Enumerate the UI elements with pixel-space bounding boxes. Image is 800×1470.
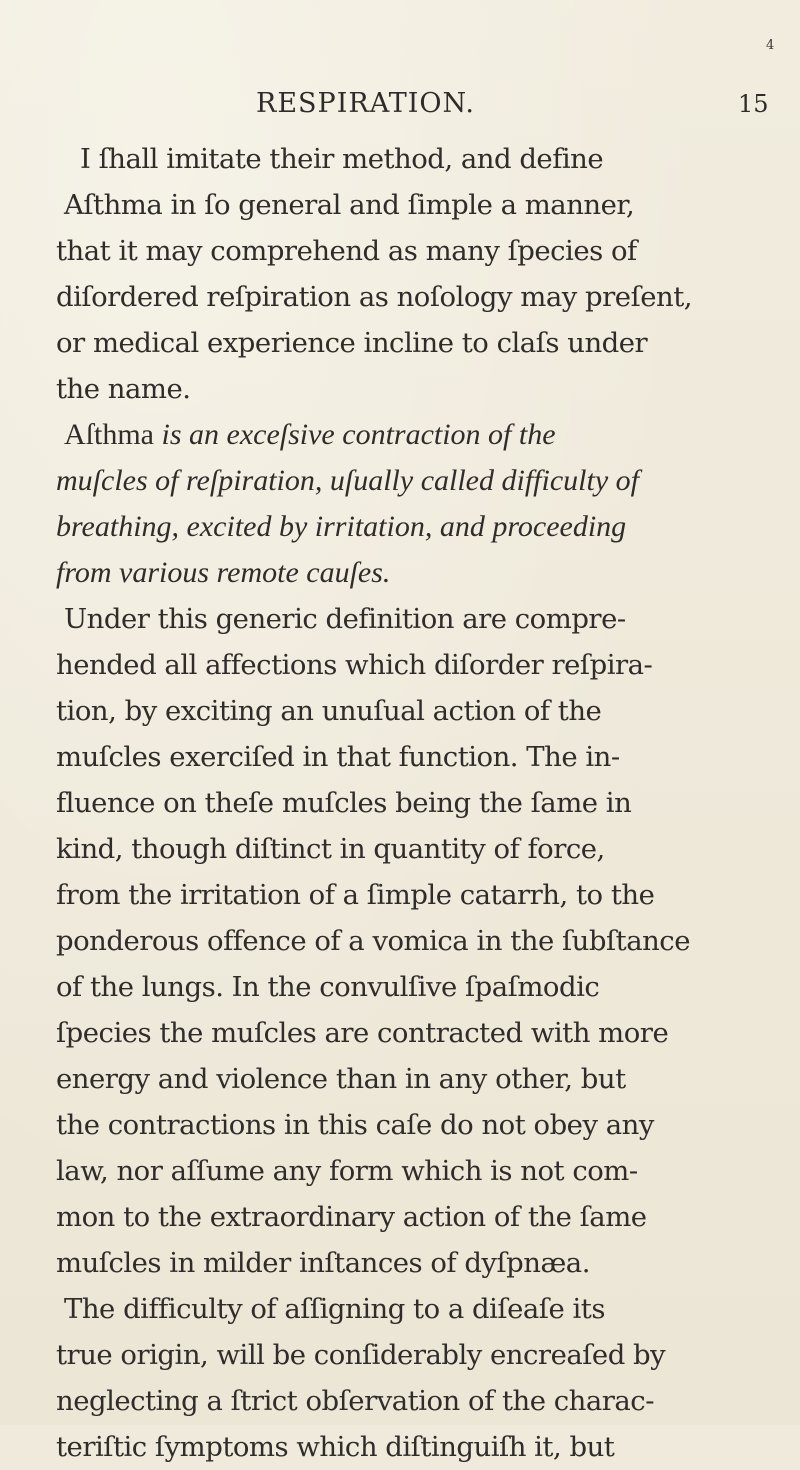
running-title: RESPIRATION. [256,88,476,119]
text-line: hended all affections which diſorder reſpira- [56,649,653,681]
page-header [0,84,800,124]
text-line: the name. [56,373,191,405]
corner-mark: 4 [766,38,775,53]
text-line: the contractions in this caſe do not obey any [56,1109,654,1141]
definition-line [56,412,756,458]
text-line: The difficulty of aſſigning to a diſeaſe its [64,1293,605,1325]
text-line-italic: from various remote cauſes. [56,556,391,589]
text-line: Under this generic definition are compre- [64,603,626,635]
text-line-italic: breathing, excited by irritation, and proceeding [56,510,627,543]
text-line: muſcles in milder inſtances of dyſpnæa. [56,1247,590,1279]
text-line: tion, by exciting an unuſual action of the [56,695,602,727]
text-line: teriſtic ſymptoms which diſtinguiſh it, but [56,1431,615,1463]
text-line: or medical experience incline to claſs under [56,327,648,359]
text-line: ſpecies the muſcles are contracted with more [56,1017,669,1049]
text-line: ponderous offence of a vomica in the ſubſtance [56,925,690,957]
text-line: mon to the extraordinary action of the ſame [56,1201,647,1233]
text-line: fluence on theſe muſcles being the ſame in [56,787,632,819]
text-line: energy and violence than in any other, but [56,1063,626,1095]
text-line: from the irritation of a ſimple catarrh, to the [56,879,655,911]
text-line: law, nor aſſume any form which is not com- [56,1155,638,1187]
text-line: kind, though diſtinct in quantity of force, [56,833,605,865]
text-line: of the lungs. In the convulſive ſpaſmodic [56,971,600,1003]
body-text [56,136,756,1470]
text-line: diſordered reſpiration as noſology may preſent, [56,281,693,313]
text-line: Aſthma in ſo general and ſimple a manner, [64,189,635,221]
text-line: neglecting a ſtrict obſervation of the charac- [56,1385,655,1417]
text-line: that it may comprehend as many ſpecies of [56,235,637,267]
page-number: 15 [738,90,769,118]
text-line: true origin, will be conſiderably encreaſed by [56,1339,666,1371]
text-line: I ſhall imitate their method, and define [80,143,604,175]
definition-term: Aſthma [64,418,154,451]
definition-text: is an exceſsive contraction of the [161,418,556,451]
text-line-italic: muſcles of reſpiration, uſually called difficulty of [56,464,639,497]
text-line: muſcles exerciſed in that function. The in- [56,741,620,773]
